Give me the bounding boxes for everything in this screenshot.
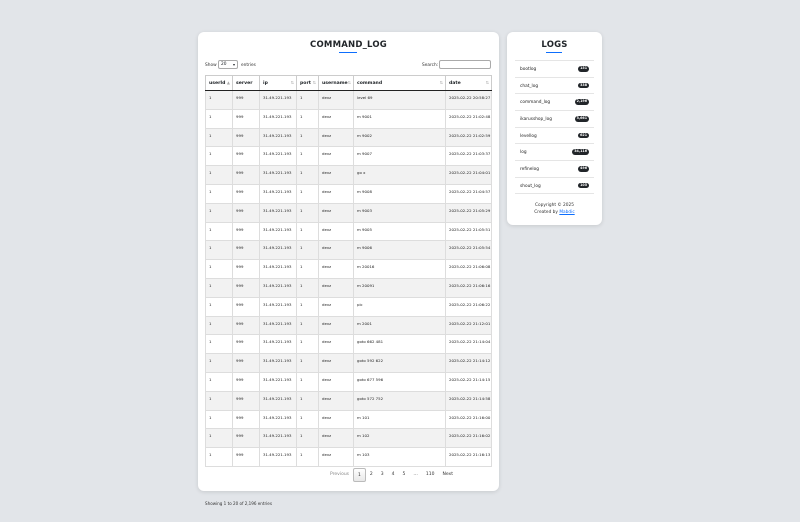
table-row	[206, 297, 492, 316]
table-cell: 1	[297, 166, 319, 185]
table-cell: 1	[297, 222, 319, 241]
table-cell: 1	[206, 91, 233, 110]
log-list-item[interactable]	[515, 60, 594, 77]
table-cell: 999	[233, 91, 260, 110]
table-cell: 1	[297, 128, 319, 147]
table-cell: 1	[206, 297, 233, 316]
table-cell: 2025-02-22 21:14:04	[446, 335, 492, 354]
table-cell: 2025-02-22 21:03:37	[446, 147, 492, 166]
sort-icon: ▲	[226, 80, 230, 85]
table-cell: devz	[319, 184, 354, 203]
table-cell: 1	[206, 278, 233, 297]
table-cell: 2025-02-22 21:06:22	[446, 297, 492, 316]
table-cell: 31.49.221.193	[260, 410, 297, 429]
table-cell: 2025-02-22 21:06:08	[446, 260, 492, 279]
log-list	[515, 60, 594, 194]
table-row	[206, 448, 492, 467]
table-cell: 2025-02-22 21:14:15	[446, 372, 492, 391]
table-cell: devz	[319, 354, 354, 373]
page-button[interactable]: 110	[425, 472, 435, 477]
table-row	[206, 91, 492, 110]
table-cell: 31.49.221.193	[260, 354, 297, 373]
log-list-item[interactable]	[515, 110, 594, 127]
table-cell: 2025-02-22 21:16:13	[446, 448, 492, 467]
table-cell: 2025-02-22 21:12:01	[446, 316, 492, 335]
show-label: Show	[205, 63, 217, 68]
table-cell: devz	[319, 109, 354, 128]
table-cell: 31.49.221.193	[260, 278, 297, 297]
table-row	[206, 241, 492, 260]
table-cell: pic	[354, 297, 446, 316]
table-cell: 31.49.221.193	[260, 297, 297, 316]
table-cell: 31.49.221.193	[260, 184, 297, 203]
log-table	[205, 75, 492, 467]
table-cell: 1	[297, 354, 319, 373]
count-badge: 34,116	[574, 149, 587, 154]
table-cell: 1	[297, 109, 319, 128]
table-cell: m 101	[354, 410, 446, 429]
table-cell: 2025-02-22 21:14:58	[446, 391, 492, 410]
log-name: log	[520, 150, 527, 156]
search-label: Search:	[422, 63, 439, 68]
sort-icon: ⇅	[485, 80, 489, 85]
table-cell: goto 677 596	[354, 372, 446, 391]
author-link[interactable]: Mabdic	[559, 210, 575, 215]
table-cell: 1	[206, 429, 233, 448]
log-name: command_log	[520, 100, 551, 106]
table-cell: 999	[233, 166, 260, 185]
table-row	[206, 372, 492, 391]
table-cell: 2025-02-22 21:05:29	[446, 203, 492, 222]
table-row	[206, 222, 492, 241]
log-list-item[interactable]	[515, 93, 594, 110]
table-cell: m 9005	[354, 222, 446, 241]
table-cell: 1	[297, 241, 319, 260]
next-button[interactable]: Next	[442, 472, 453, 477]
table-cell: devz	[319, 203, 354, 222]
table-cell: m 2001	[354, 316, 446, 335]
sort-icon: ⇅	[312, 80, 316, 85]
column-header-label: port	[300, 80, 311, 86]
page-button[interactable]: 2	[369, 472, 373, 477]
table-row	[206, 109, 492, 128]
table-cell: m 20016	[354, 260, 446, 279]
count-badge: 151	[580, 66, 587, 70]
column-header[interactable]	[446, 76, 492, 91]
table-cell: 999	[233, 391, 260, 410]
table-cell: 999	[233, 260, 260, 279]
table-row	[206, 429, 492, 448]
table-cell: m 9001	[354, 109, 446, 128]
table-cell: 999	[233, 147, 260, 166]
entries-length-select[interactable]	[218, 60, 238, 69]
column-header[interactable]	[319, 76, 354, 91]
log-name: refinelog	[520, 167, 539, 173]
sort-icon: ⇅	[439, 80, 443, 85]
table-row	[206, 316, 492, 335]
table-cell: 999	[233, 316, 260, 335]
table-cell: devz	[319, 372, 354, 391]
table-cell: 31.49.221.193	[260, 128, 297, 147]
sidebar-title: LOGS	[541, 40, 568, 50]
title-underline	[546, 52, 562, 53]
table-cell: devz	[319, 448, 354, 467]
table-cell: 1	[297, 91, 319, 110]
table-cell: 1	[297, 372, 319, 391]
table-cell: 1	[297, 448, 319, 467]
count-badge: 2,196	[576, 99, 587, 104]
table-cell: go x	[354, 166, 446, 185]
column-header-label: ip	[263, 80, 268, 86]
table-cell: 31.49.221.193	[260, 429, 297, 448]
table-cell: 999	[233, 448, 260, 467]
table-cell: 1	[206, 354, 233, 373]
column-header[interactable]	[260, 76, 297, 91]
table-cell: devz	[319, 410, 354, 429]
pagination-ellipsis: …	[413, 472, 418, 477]
table-cell: 2025-02-22 21:02:48	[446, 109, 492, 128]
table-cell: 1	[206, 222, 233, 241]
table-cell: 999	[233, 278, 260, 297]
page-button[interactable]: 1	[353, 468, 366, 482]
count-badge: 105	[580, 182, 587, 187]
table-cell: 2025-02-22 21:04:01	[446, 166, 492, 185]
log-name: shout_log	[520, 183, 541, 189]
table-cell: m 9007	[354, 147, 446, 166]
table-cell: m 9008	[354, 184, 446, 203]
column-header-label: username	[322, 80, 348, 86]
table-cell: 31.49.221.193	[260, 91, 297, 110]
table-cell: 1	[206, 203, 233, 222]
page-button[interactable]: 5	[402, 472, 406, 477]
table-row	[206, 147, 492, 166]
column-header-label: server	[236, 80, 253, 86]
table-cell: 999	[233, 372, 260, 391]
table-cell: 999	[233, 410, 260, 429]
table-cell: devz	[319, 166, 354, 185]
table-cell: devz	[319, 297, 354, 316]
table-cell: 999	[233, 184, 260, 203]
table-cell: devz	[319, 391, 354, 410]
table-cell: 31.49.221.193	[260, 109, 297, 128]
page-button[interactable]: 3	[380, 472, 384, 477]
page-button[interactable]: 4	[391, 472, 395, 477]
column-header-label: date	[449, 80, 461, 86]
table-cell: 2025-02-22 20:58:27	[446, 91, 492, 110]
table-row	[206, 354, 492, 373]
table-cell: 999	[233, 203, 260, 222]
column-header[interactable]	[233, 76, 260, 91]
table-cell: 1	[206, 410, 233, 429]
table-row	[206, 260, 492, 279]
table-cell: 999	[233, 354, 260, 373]
count-badge: 621	[580, 132, 587, 137]
table-cell: devz	[319, 91, 354, 110]
table-cell: 999	[233, 335, 260, 354]
table-cell: goto 662 481	[354, 335, 446, 354]
table-cell: 31.49.221.193	[260, 222, 297, 241]
table-cell: level 69	[354, 91, 446, 110]
table-cell: 1	[297, 297, 319, 316]
logs-sidebar	[507, 32, 602, 225]
column-header-label: userId	[209, 80, 226, 86]
table-cell: 2025-02-22 21:14:12	[446, 354, 492, 373]
table-row	[206, 128, 492, 147]
table-cell: 999	[233, 109, 260, 128]
column-header[interactable]	[206, 76, 233, 91]
table-cell: m 9006	[354, 241, 446, 260]
table-cell: m 103	[354, 448, 446, 467]
table-cell: 999	[233, 222, 260, 241]
count-badge: 5,661	[576, 116, 587, 121]
table-cell: 31.49.221.193	[260, 147, 297, 166]
count-badge: 338	[580, 82, 587, 87]
table-cell: m 102	[354, 429, 446, 448]
table-cell: 1	[206, 166, 233, 185]
table-cell: 31.49.221.193	[260, 203, 297, 222]
created-by-prefix: Created by	[534, 210, 558, 215]
table-cell: devz	[319, 429, 354, 448]
previous-button[interactable]: Previous	[330, 472, 350, 477]
page-title: COMMAND_LOG	[310, 40, 387, 50]
sort-icon: ⇅	[347, 80, 351, 85]
table-cell: 1	[297, 260, 319, 279]
table-cell: 2025-02-22 21:16:00	[446, 410, 492, 429]
column-header-label: command	[357, 80, 383, 86]
table-cell: devz	[319, 316, 354, 335]
log-list-item[interactable]	[515, 143, 594, 160]
table-cell: 31.49.221.193	[260, 166, 297, 185]
table-cell: devz	[319, 278, 354, 297]
table-cell: 1	[297, 203, 319, 222]
table-cell: devz	[319, 128, 354, 147]
table-cell: 1	[297, 391, 319, 410]
title-underline	[339, 52, 357, 53]
table-cell: m 9002	[354, 128, 446, 147]
command-log-panel	[198, 32, 499, 506]
table-cell: 1	[297, 147, 319, 166]
table-row	[206, 278, 492, 297]
table-cell: devz	[319, 241, 354, 260]
table-cell: 999	[233, 297, 260, 316]
table-cell: 2025-02-22 21:05:51	[446, 222, 492, 241]
table-row	[206, 410, 492, 429]
log-list-item[interactable]	[515, 127, 594, 144]
table-cell: 31.49.221.193	[260, 335, 297, 354]
table-cell: 2025-02-22 21:04:57	[446, 184, 492, 203]
table-cell: goto 592 622	[354, 354, 446, 373]
table-cell: 31.49.221.193	[260, 391, 297, 410]
log-list-item[interactable]	[515, 177, 594, 194]
table-cell: devz	[319, 335, 354, 354]
table-cell: m 9003	[354, 203, 446, 222]
table-cell: 1	[206, 241, 233, 260]
table-cell: 1	[297, 410, 319, 429]
table-row	[206, 166, 492, 185]
table-row	[206, 184, 492, 203]
table-cell: 31.49.221.193	[260, 241, 297, 260]
table-cell: m 20091	[354, 278, 446, 297]
table-row	[206, 203, 492, 222]
table-cell: devz	[319, 260, 354, 279]
table-cell: 1	[297, 316, 319, 335]
table-cell: 2025-02-22 21:06:16	[446, 278, 492, 297]
table-row	[206, 391, 492, 410]
table-cell: 1	[297, 429, 319, 448]
entries-length-value: 20	[221, 62, 227, 67]
entries-label: entries	[241, 63, 256, 68]
table-cell: 2025-02-22 21:02:59	[446, 128, 492, 147]
table-cell: 31.49.221.193	[260, 448, 297, 467]
table-cell: 2025-02-22 21:16:02	[446, 429, 492, 448]
log-name: levellog	[520, 133, 537, 139]
table-cell: 999	[233, 128, 260, 147]
table-cell: goto 572 752	[354, 391, 446, 410]
search-input[interactable]	[439, 60, 491, 69]
table-cell: 1	[206, 335, 233, 354]
table-cell: 1	[297, 184, 319, 203]
table-cell: 1	[206, 109, 233, 128]
table-cell: devz	[319, 147, 354, 166]
table-cell: 1	[206, 372, 233, 391]
log-name: ikarusshop_log	[520, 117, 552, 123]
copyright-text: Copyright © 2025	[535, 203, 574, 208]
table-cell: 31.49.221.193	[260, 372, 297, 391]
table-cell: 1	[297, 278, 319, 297]
log-name: chat_log	[520, 83, 539, 89]
table-cell: 1	[206, 316, 233, 335]
table-cell: 999	[233, 241, 260, 260]
table-cell: 31.49.221.193	[260, 316, 297, 335]
log-list-item[interactable]	[515, 160, 594, 177]
table-row	[206, 335, 492, 354]
table-cell: 999	[233, 429, 260, 448]
pagination	[326, 468, 457, 482]
table-cell: 1	[206, 184, 233, 203]
table-cell: 31.49.221.193	[260, 260, 297, 279]
log-list-item[interactable]	[515, 77, 594, 94]
table-body	[206, 91, 492, 467]
table-cell: 1	[297, 335, 319, 354]
table-header-row	[206, 76, 492, 91]
table-info: Showing 1 to 20 of 2,196 entries	[205, 501, 272, 506]
table-cell: 2025-02-22 21:05:54	[446, 241, 492, 260]
table-cell: 1	[206, 128, 233, 147]
log-name: bootlog	[520, 67, 537, 72]
table-cell: devz	[319, 222, 354, 241]
column-header[interactable]	[297, 76, 319, 91]
table-cell: 1	[206, 260, 233, 279]
table-cell: 1	[206, 448, 233, 467]
table-cell: 1	[206, 147, 233, 166]
created-by-text	[507, 210, 602, 215]
table-cell: 1	[206, 391, 233, 410]
sort-icon: ⇅	[290, 80, 294, 85]
column-header[interactable]	[354, 76, 446, 91]
count-badge: 496	[580, 166, 587, 171]
chevron-down-icon: ▾	[232, 62, 235, 67]
